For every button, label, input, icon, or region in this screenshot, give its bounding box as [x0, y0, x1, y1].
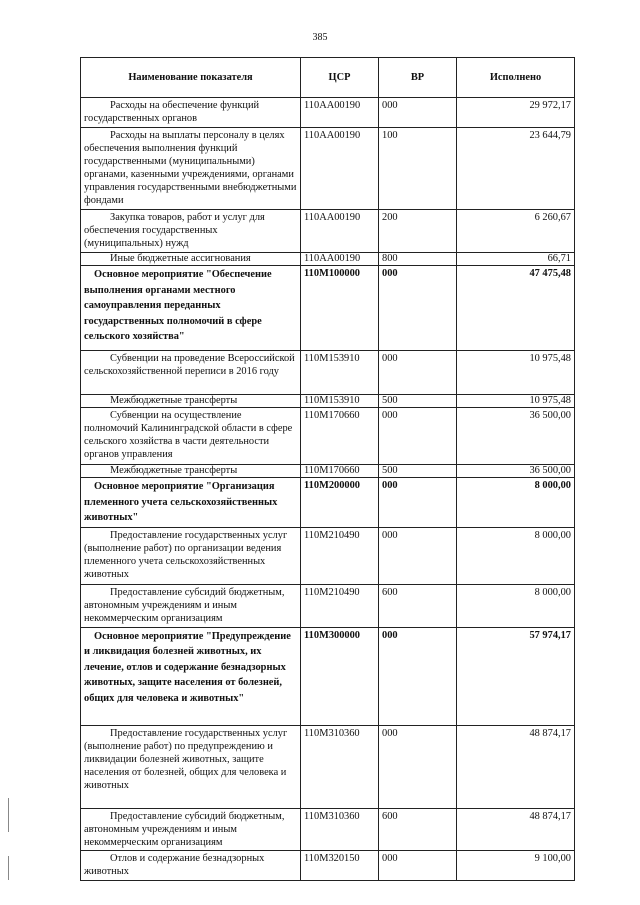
row-value: 48 874,17 — [457, 808, 575, 850]
header-vr: ВР — [379, 58, 457, 98]
row-value: 29 972,17 — [457, 98, 575, 128]
row-name: Межбюджетные трансферты — [81, 465, 301, 478]
table-row — [81, 527, 575, 584]
row-value: 47 475,48 — [457, 266, 575, 351]
row-vr: 000 — [379, 408, 457, 465]
table-row — [81, 351, 575, 395]
row-name: Предоставление субсидий бюджетным, автономным учреждениям и иным некоммерческим организациям — [81, 808, 301, 850]
row-name: Предоставление субсидий бюджетным, автономным учреждениям и иным некоммерческим организациям — [81, 584, 301, 627]
row-value: 66,71 — [457, 253, 575, 266]
scan-margin-mark — [8, 856, 9, 880]
row-csr: 110М170660 — [301, 408, 379, 465]
row-vr: 100 — [379, 128, 457, 210]
row-value: 36 500,00 — [457, 408, 575, 465]
table-row — [81, 627, 575, 725]
table-row — [81, 465, 575, 478]
table-row — [81, 128, 575, 210]
row-vr: 800 — [379, 253, 457, 266]
table-row — [81, 808, 575, 850]
row-name: Субвенции на осуществление полномочий Калининградской области в сфере сельского хозяйства в части деятельности органов управления — [81, 408, 301, 465]
row-csr: 110М210490 — [301, 527, 379, 584]
row-csr: 110М100000 — [301, 266, 379, 351]
row-vr: 000 — [379, 527, 457, 584]
row-csr: 110М200000 — [301, 478, 379, 528]
row-vr: 000 — [379, 478, 457, 528]
row-csr: 110М210490 — [301, 584, 379, 627]
table-header-row — [81, 58, 575, 98]
row-vr: 500 — [379, 465, 457, 478]
row-name: Отлов и содержание безнадзорных животных — [81, 850, 301, 880]
row-value: 48 874,17 — [457, 725, 575, 808]
row-vr: 600 — [379, 584, 457, 627]
row-vr: 200 — [379, 210, 457, 253]
row-vr: 600 — [379, 808, 457, 850]
row-csr: 110М300000 — [301, 627, 379, 725]
header-executed: Исполнено — [457, 58, 575, 98]
row-name: Межбюджетные трансферты — [81, 395, 301, 408]
row-value: 57 974,17 — [457, 627, 575, 725]
table-row — [81, 478, 575, 528]
row-name: Расходы на выплаты персоналу в целях обеспечения выполнения функций государственными (муниципальными) органами, казенными учреждениями, органами управления государственными внебюджетными фондами — [81, 128, 301, 210]
row-csr: 110АА00190 — [301, 210, 379, 253]
table-row — [81, 266, 575, 351]
table-row — [81, 725, 575, 808]
row-value: 6 260,67 — [457, 210, 575, 253]
table-row — [81, 584, 575, 627]
row-vr: 500 — [379, 395, 457, 408]
row-csr: 110АА00190 — [301, 128, 379, 210]
row-csr: 110М320150 — [301, 850, 379, 880]
row-vr: 000 — [379, 266, 457, 351]
row-name: Основное мероприятие "Предупреждение и ликвидация болезней животных, их лечение, отлов и содержание безнадзорных животных, защите населения от болезней, общих для человека и животных" — [81, 627, 301, 725]
header-csr: ЦСР — [301, 58, 379, 98]
table-row — [81, 210, 575, 253]
table-row — [81, 253, 575, 266]
row-name: Основное мероприятие "Обеспечение выполнения органами местного самоуправления переданных государственных полномочий в сфере сельского хозяйства" — [81, 266, 301, 351]
row-name: Предоставление государственных услуг (выполнение работ) по предупреждению и ликвидации болезней животных, защите населения от болезней, общих для человека и животных — [81, 725, 301, 808]
row-value: 8 000,00 — [457, 584, 575, 627]
row-vr: 000 — [379, 98, 457, 128]
row-csr: 110М310360 — [301, 808, 379, 850]
row-name: Предоставление государственных услуг (выполнение работ) по организации ведения племенного учета сельскохозяйственных животных — [81, 527, 301, 584]
row-csr: 110АА00190 — [301, 253, 379, 266]
row-vr: 000 — [379, 850, 457, 880]
table-row — [81, 98, 575, 128]
header-name: Наименование показателя — [81, 58, 301, 98]
row-value: 9 100,00 — [457, 850, 575, 880]
row-value: 8 000,00 — [457, 527, 575, 584]
row-csr: 110М310360 — [301, 725, 379, 808]
table-row — [81, 408, 575, 465]
row-csr: 110АА00190 — [301, 98, 379, 128]
row-name: Субвенции на проведение Всероссийской сельскохозяйственной переписи в 2016 году — [81, 351, 301, 395]
row-name: Закупка товаров, работ и услуг для обеспечения государственных (муниципальных) нужд — [81, 210, 301, 253]
row-value: 23 644,79 — [457, 128, 575, 210]
row-value: 36 500,00 — [457, 465, 575, 478]
row-vr: 000 — [379, 627, 457, 725]
row-value: 10 975,48 — [457, 351, 575, 395]
row-csr: 110М153910 — [301, 351, 379, 395]
row-value: 10 975,48 — [457, 395, 575, 408]
budget-table — [80, 57, 575, 881]
row-name: Основное мероприятие "Организация племенного учета сельскохозяйственных животных" — [81, 478, 301, 528]
row-csr: 110М153910 — [301, 395, 379, 408]
table-row — [81, 395, 575, 408]
row-csr: 110М170660 — [301, 465, 379, 478]
row-value: 8 000,00 — [457, 478, 575, 528]
scan-margin-mark — [8, 798, 9, 832]
table-row — [81, 850, 575, 880]
page-number: 385 — [312, 32, 328, 43]
row-name: Иные бюджетные ассигнования — [81, 253, 301, 266]
row-vr: 000 — [379, 725, 457, 808]
row-vr: 000 — [379, 351, 457, 395]
row-name: Расходы на обеспечение функций государственных органов — [81, 98, 301, 128]
